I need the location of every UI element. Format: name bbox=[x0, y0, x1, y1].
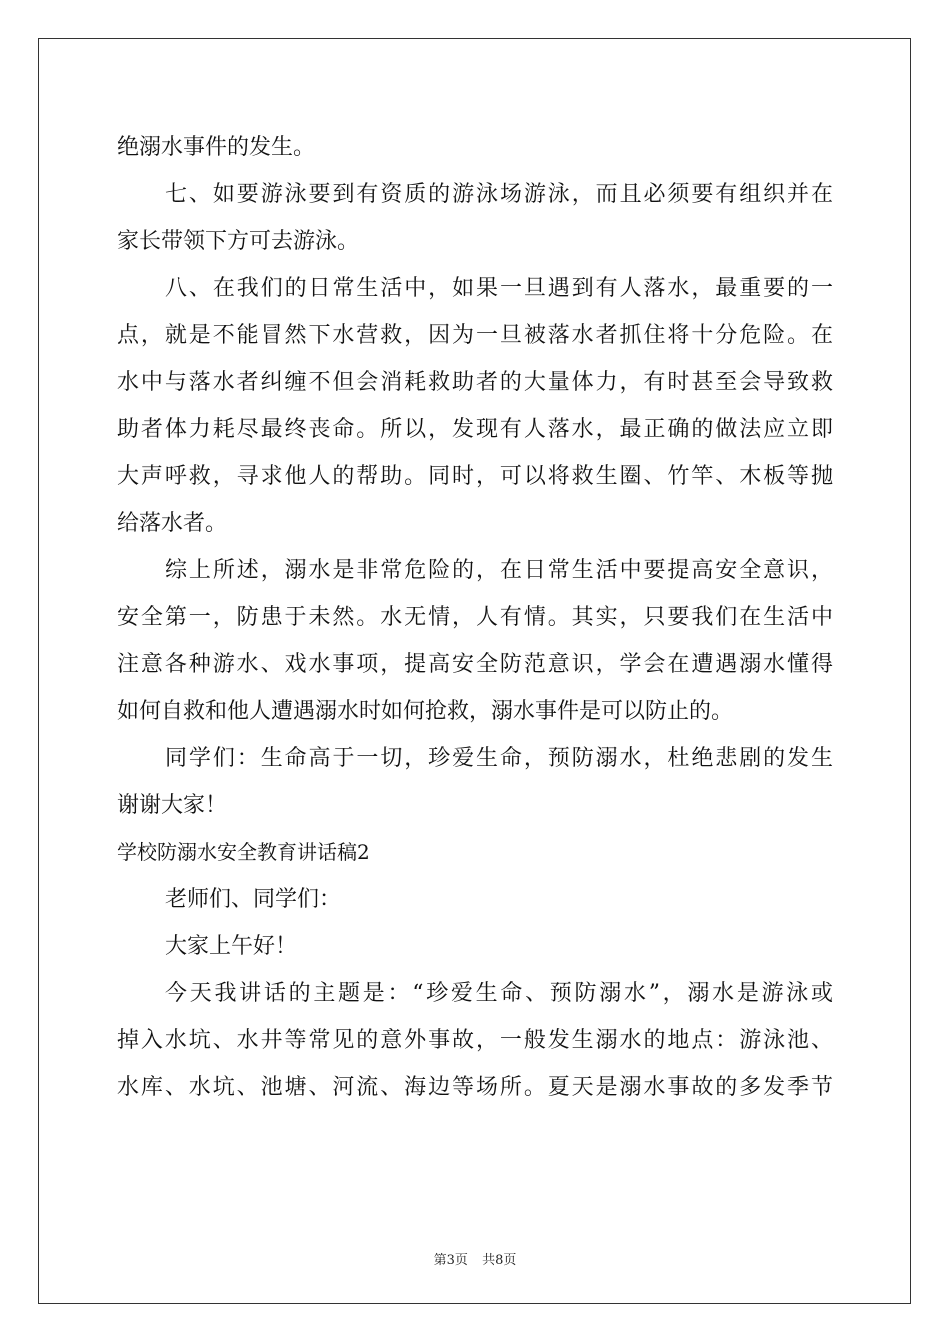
body-line: 安全第一，防患于未然。水无情，人有情。其实，只要我们在生活中 bbox=[117, 605, 833, 630]
body-line: 家长带领下方可去游泳。 bbox=[117, 229, 360, 254]
body-line: 老师们、同学们： bbox=[165, 887, 342, 912]
body-line: 谢谢大家！ bbox=[117, 793, 228, 818]
body-line: 如何自救和他人遭遇溺水时如何抢救，溺水事件是可以防止的。 bbox=[117, 699, 734, 724]
body-line: 综上所述，溺水是非常危险的，在日常生活中要提高安全意识， bbox=[165, 558, 833, 583]
body-line: 点，就是不能冒然下水营救，因为一旦被落水者抓住将十分危险。在 bbox=[117, 323, 833, 348]
body-line: 八、在我们的日常生活中，如果一旦遇到有人落水，最重要的一 bbox=[165, 276, 833, 301]
body-line: 大声呼救，寻求他人的帮助。同时，可以将救生圈、竹竿、木板等抛 bbox=[117, 464, 833, 489]
page-total: 共8页 bbox=[482, 1253, 517, 1268]
body-line: 今天我讲话的主题是：“珍爱生命、预防溺水”，溺水是游泳或 bbox=[165, 981, 833, 1006]
body-line: 水中与落水者纠缠不但会消耗救助者的大量体力，有时甚至会导致救 bbox=[117, 370, 833, 395]
body-line: 水库、水坑、池塘、河流、海边等场所。夏天是溺水事故的多发季节 bbox=[117, 1075, 833, 1100]
section-title: 学校防溺水安全教育讲话稿2 bbox=[117, 840, 370, 864]
page-footer bbox=[0, 1249, 950, 1268]
body-line: 大家上午好！ bbox=[165, 934, 298, 959]
page-number: 第3页 bbox=[433, 1253, 468, 1268]
body-line: 掉入水坑、水井等常见的意外事故，一般发生溺水的地点：游泳池、 bbox=[117, 1028, 833, 1053]
body-line: 助者体力耗尽最终丧命。所以，发现有人落水，最正确的做法应立即 bbox=[117, 417, 833, 442]
body-line: 给落水者。 bbox=[117, 511, 228, 536]
body-line: 绝溺水事件的发生。 bbox=[117, 135, 316, 160]
document-body bbox=[117, 124, 833, 1111]
body-line: 注意各种游水、戏水事项，提高安全防范意识，学会在遭遇溺水懂得 bbox=[117, 652, 833, 677]
body-line: 同学们：生命高于一切，珍爱生命，预防溺水，杜绝悲剧的发生 bbox=[165, 746, 833, 771]
body-line: 七、如要游泳要到有资质的游泳场游泳，而且必须要有组织并在 bbox=[165, 182, 833, 207]
